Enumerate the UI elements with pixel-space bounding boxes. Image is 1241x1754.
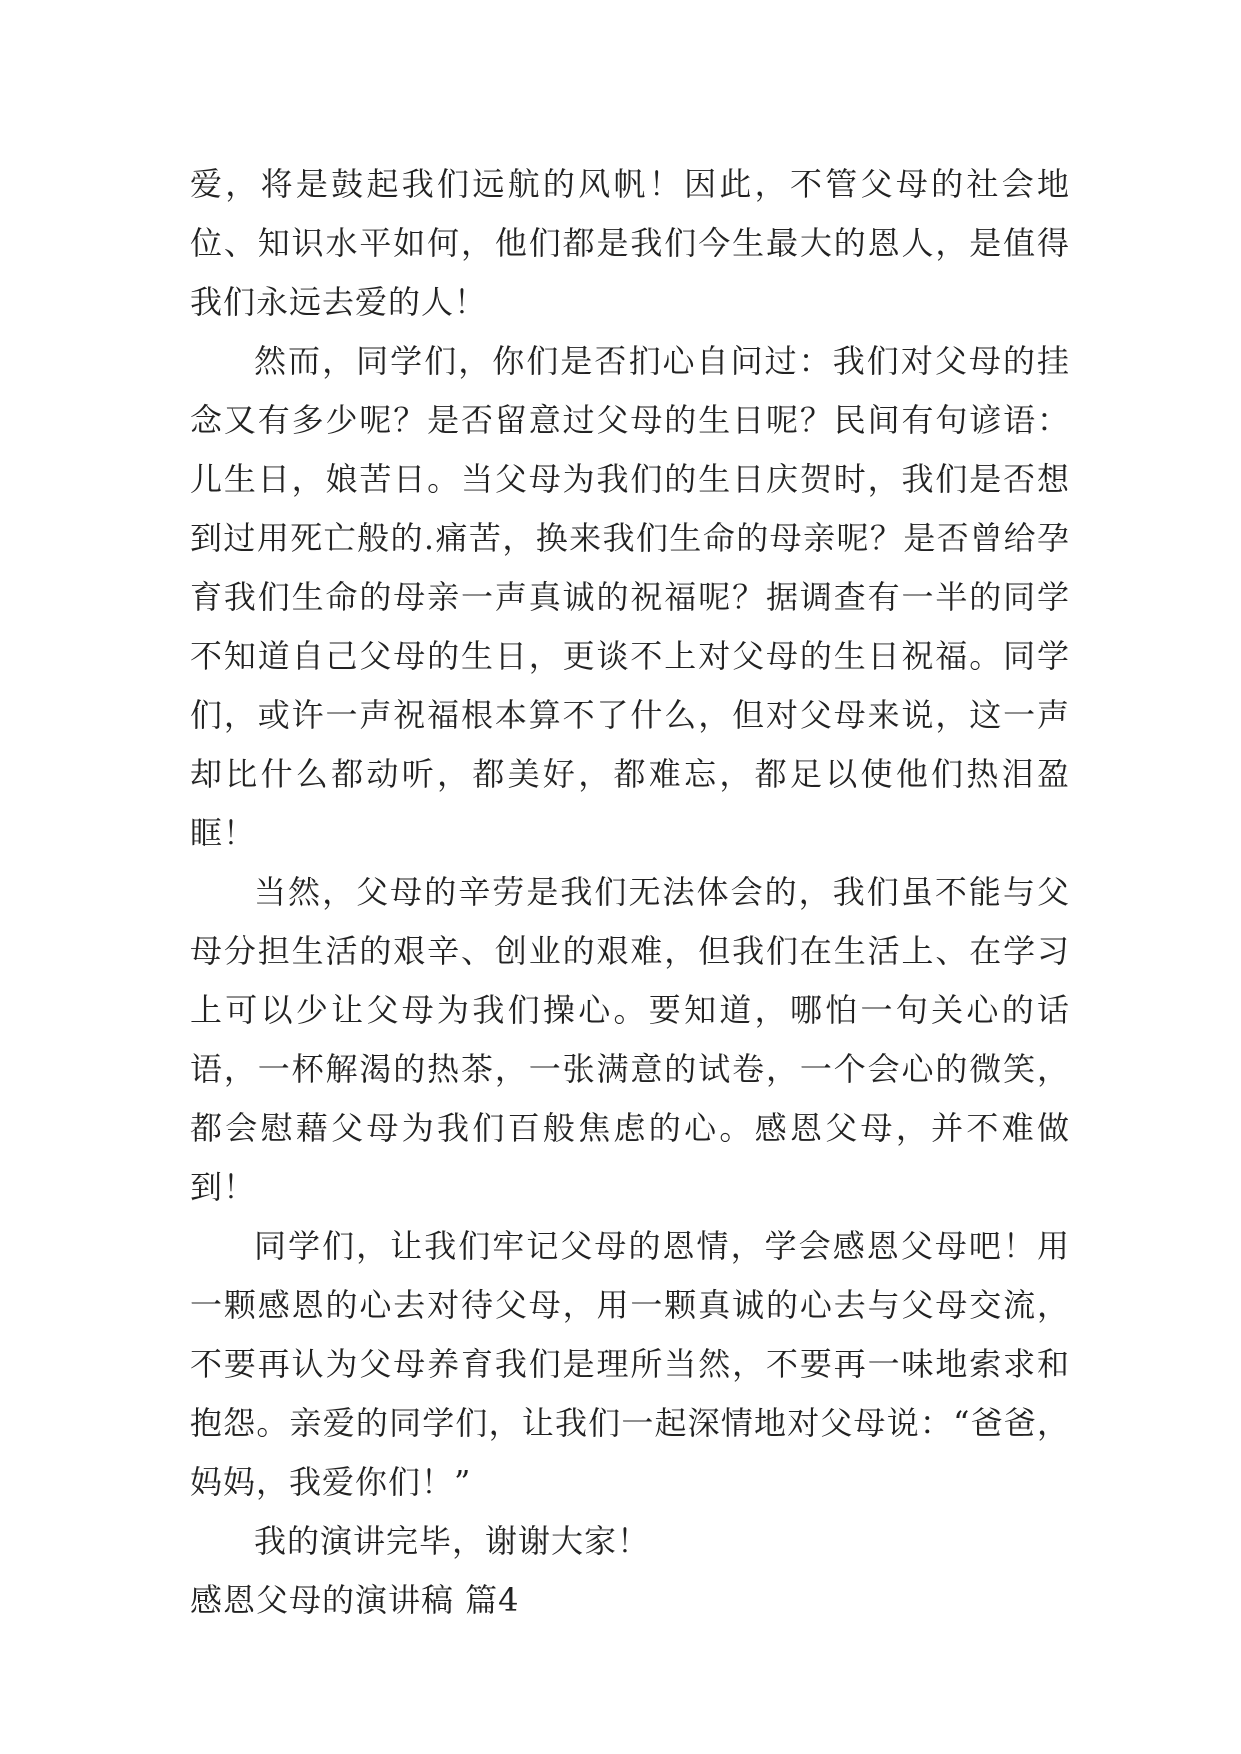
paragraph-5: 我的演讲完毕，谢谢大家！ [254,1522,651,1560]
paragraph-1: 爱，将是鼓起我们远航的风帆！因此，不管父母的社会地位、知识水平如何，他们都是我们今生最大的恩人，是值得我们永远去爱的人！ [190,165,1070,321]
paragraph-4: 同学们，让我们牢记父母的恩情，学会感恩父母吧！用一颗感恩的心去对待父母，用一颗真诚的心去与父母交流，不要再认为父母养育我们是理所当然，不要再一味地索求和抱怨。亲爱的同学们，让我们一起深情地对父母说：“爸爸，妈妈，我爱你们！” [190,1227,1070,1501]
paragraph-2: 然而，同学们，你们是否扪心自问过：我们对父母的挂念又有多少呢？是否留意过父母的生日呢？民间有句谚语：儿生日，娘苦日。当父母为我们的生日庆贺时，我们是否想到过用死亡般的.痛苦，换来我们生命的母亲呢？是否曾给孕育我们生命的母亲一声真诚的祝福呢？据调查有一半的同学不知道自己父母的生日，更谈不上对父母的生日祝福。同学们，或许一声祝福根本算不了什么，但对父母来说，这一声却比什么都动听，都美好，都难忘，都足以使他们热泪盈眶！ [190,342,1070,852]
section-heading: 感恩父母的演讲稿 篇4 [190,1581,520,1619]
paragraph-3: 当然，父母的辛劳是我们无法体会的，我们虽不能与父母分担生活的艰辛、创业的艰难，但我们在生活上、在学习上可以少让父母为我们操心。要知道，哪怕一句关心的话语，一杯解渴的热茶，一张满意的试卷，一个会心的微笑，都会慰藉父母为我们百般焦虑的心。感恩父母，并不难做到！ [190,873,1070,1206]
document-body [190,155,1070,1630]
